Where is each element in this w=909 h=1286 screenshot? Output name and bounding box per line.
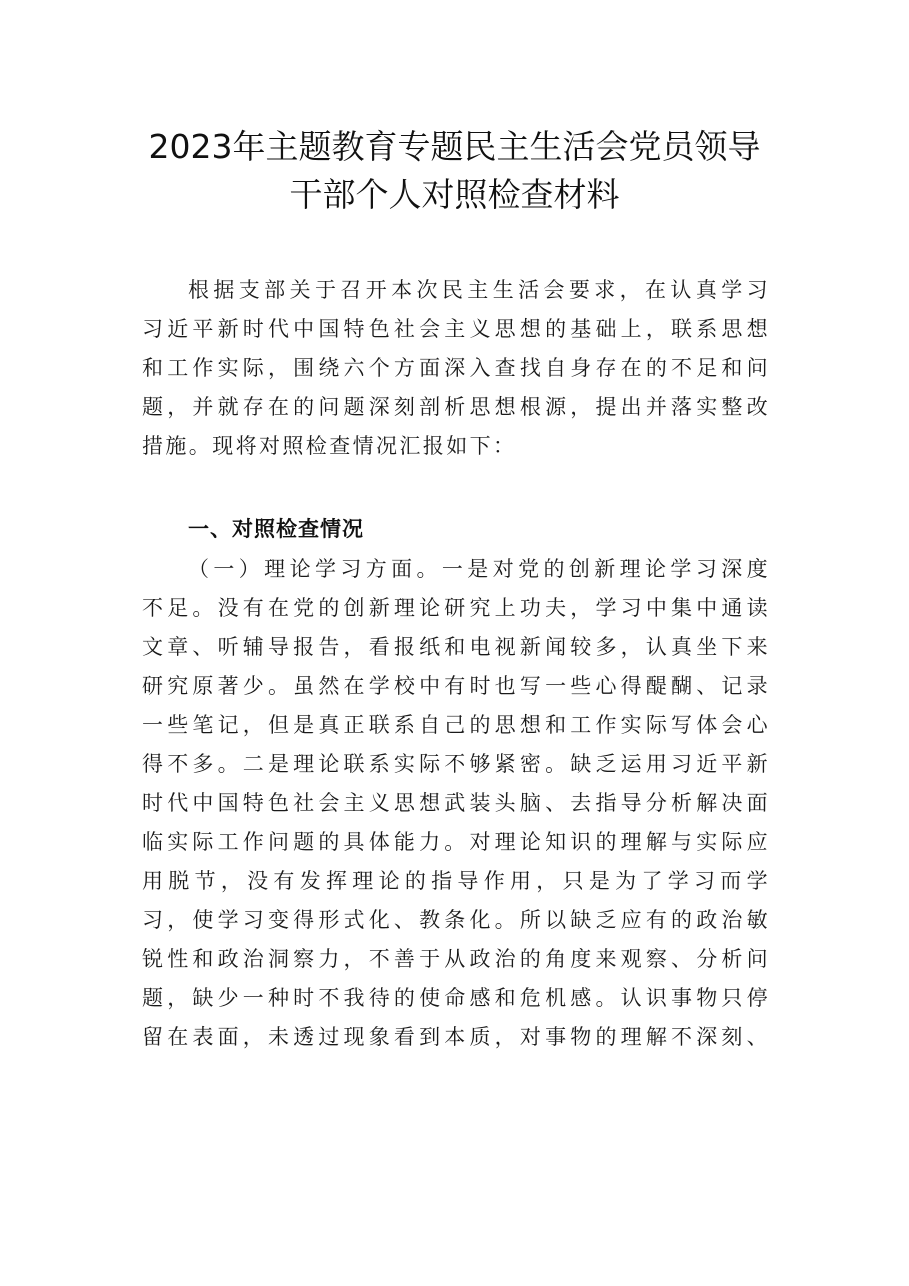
paragraph-line: 和工作实际，围绕六个方面深入查找自身存在的不足和问 bbox=[142, 356, 770, 380]
paragraph-line: 研究原著少。虽然在学校中有时也写一些心得醍醐、记录 bbox=[142, 674, 770, 698]
paragraph-line: 根据支部关于召开本次民主生活会要求，在认真学习 bbox=[188, 278, 770, 302]
document-title-line-2: 干部个人对照检查材料 bbox=[289, 175, 620, 214]
paragraph-line: 用脱节，没有发挥理论的指导作用，只是为了学习而学 bbox=[142, 869, 770, 893]
paragraph-line: 时代中国特色社会主义思想武装头脑、去指导分析解决面 bbox=[142, 791, 770, 815]
theory-study-paragraph bbox=[142, 550, 770, 1057]
paragraph-line: 一些笔记，但是真正联系自己的思想和工作实际写体会心 bbox=[142, 713, 770, 737]
paragraph-line: 题，并就存在的问题深刻剖析思想根源，提出并落实整改 bbox=[142, 395, 770, 419]
paragraph-line: 措施。现将对照检查情况汇报如下： bbox=[142, 434, 517, 458]
paragraph-line: 留在表面，未透过现象看到本质，对事物的理解不深刻、 bbox=[142, 1025, 770, 1049]
paragraph-line: 得不多。二是理论联系实际不够紧密。缺乏运用习近平新 bbox=[142, 752, 770, 776]
paragraph-line: 锐性和政治洞察力，不善于从政治的角度来观察、分析问 bbox=[142, 947, 770, 971]
document-title-line-1: 2023年主题教育专题民主生活会党员领导 bbox=[148, 127, 761, 166]
paragraph-line: 文章、听辅导报告，看报纸和电视新闻较多，认真坐下来 bbox=[142, 635, 770, 659]
paragraph-line: 不足。没有在党的创新理论研究上功夫，学习中集中通读 bbox=[142, 596, 770, 620]
section-heading: 一、对照检查情况 bbox=[188, 517, 364, 541]
paragraph-line: 习近平新时代中国特色社会主义思想的基础上，联系思想 bbox=[142, 317, 770, 341]
paragraph-line: 临实际工作问题的具体能力。对理论知识的理解与实际应 bbox=[142, 830, 770, 854]
paragraph-line: 题，缺少一种时不我待的使命感和危机感。认识事物只停 bbox=[142, 986, 770, 1010]
paragraph-line: （一）理论学习方面。一是对党的创新理论学习深度 bbox=[188, 557, 770, 581]
intro-paragraph bbox=[142, 271, 770, 466]
paragraph-line: 习，使学习变得形式化、教条化。所以缺乏应有的政治敏 bbox=[142, 908, 770, 932]
